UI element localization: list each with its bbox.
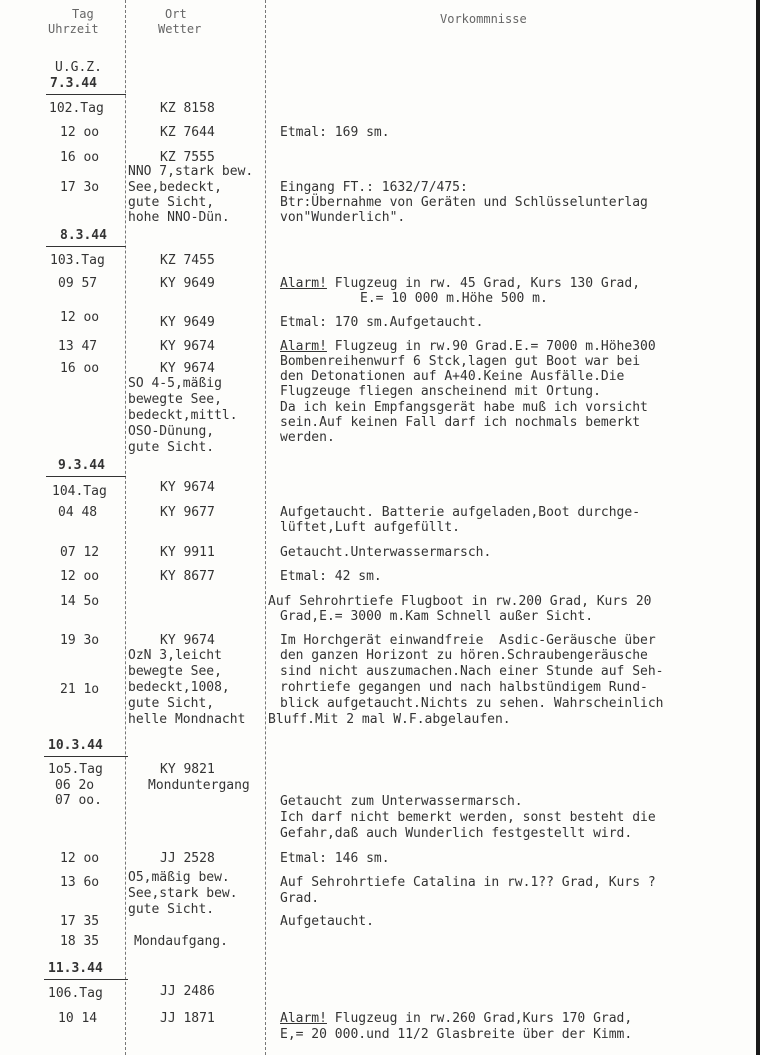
entry-position: KZ 7555 bbox=[160, 150, 215, 165]
entry-time: 12 oo bbox=[60, 851, 100, 866]
entry-text-line: Flugzeug in rw. 45 Grad, Kurs 130 Grad, bbox=[326, 276, 641, 291]
entry-weather: See,stark bew. bbox=[128, 886, 238, 901]
entry-text: Btr:Übernahme von Geräten und Schlüsselunterlag bbox=[280, 195, 648, 210]
entry-text: Bluff.Mit 2 mal W.F.abgelaufen. bbox=[268, 712, 511, 727]
alarm-label: Alarm! bbox=[280, 1011, 327, 1026]
entry-position: KY 9674 bbox=[160, 361, 215, 376]
entry-time: 16 oo bbox=[60, 361, 100, 376]
header-ort: Ort bbox=[165, 7, 187, 21]
date-underline bbox=[44, 979, 128, 980]
entry-text: Aufgetaucht. bbox=[280, 914, 374, 929]
alarm-label: Alarm! bbox=[280, 276, 327, 291]
entry-text: Etmal: 42 sm. bbox=[280, 569, 382, 584]
entry-text: Etmal: 146 sm. bbox=[280, 851, 390, 866]
entry-weather: bewegte See, bbox=[128, 664, 222, 679]
entry-position: KZ 8158 bbox=[160, 101, 215, 116]
entry-text: von"Wunderlich". bbox=[280, 210, 406, 225]
entry-time: 19 3o bbox=[60, 633, 100, 648]
entry-text: Grad,E.= 3000 m.Kam Schnell außer Sicht. bbox=[280, 609, 594, 624]
entry-position: KY 9649 bbox=[160, 276, 215, 291]
entry-time: 07 oo. bbox=[55, 793, 102, 808]
entry-time: 16 oo bbox=[60, 150, 100, 165]
entry-text: Etmal: 170 sm.Aufgetaucht. bbox=[280, 315, 484, 330]
entry-position: JJ 2528 bbox=[160, 851, 215, 866]
entry-text: den Detonationen auf A+40.Keine Ausfälle.Die bbox=[280, 369, 625, 384]
date-heading: 8.3.44 bbox=[60, 228, 107, 243]
entry-time: 10 14 bbox=[58, 1011, 98, 1026]
entry-text: Im Horchgerät einwandfreie Asdic-Geräusche über bbox=[280, 633, 656, 648]
entry-position: KY 9911 bbox=[160, 545, 215, 560]
entry-text: lüftet,Luft aufgefüllt. bbox=[280, 520, 461, 535]
entry-weather: OSO-Dünung, bbox=[128, 424, 215, 439]
entry-weather: O5,mäßig bew. bbox=[128, 870, 230, 885]
entry-position: KY 8677 bbox=[160, 569, 215, 584]
entry-time: 102.Tag bbox=[49, 101, 104, 116]
entry-text: werden. bbox=[280, 430, 335, 445]
time-zone-label: U.G.Z. bbox=[55, 60, 102, 75]
entry-position: KY 9674 bbox=[160, 339, 215, 354]
header-vorkommnisse: Vorkommnisse bbox=[440, 12, 527, 26]
entry-time: 13 47 bbox=[58, 339, 98, 354]
entry-position: KY 9677 bbox=[160, 505, 215, 520]
entry-time: 12 oo bbox=[60, 310, 100, 325]
entry-text: sind nicht auszumachen.Nach einer Stunde auf Seh- bbox=[280, 664, 664, 679]
entry-time: 04 48 bbox=[58, 505, 98, 520]
entry-time: 106.Tag bbox=[48, 986, 103, 1001]
entry-text bbox=[280, 339, 656, 354]
entry-position: JJ 1871 bbox=[160, 1011, 215, 1026]
entry-time: 1o5.Tag bbox=[48, 762, 103, 777]
entry-text-line: Flugzeug in rw.90 Grad.E.= 7000 m.Höhe300 bbox=[326, 339, 656, 354]
entry-text: Da ich kein Empfangsgerät habe muß ich vorsicht bbox=[280, 400, 648, 415]
date-heading: 10.3.44 bbox=[48, 738, 103, 753]
entry-time: 06 2o bbox=[55, 778, 95, 793]
alarm-label: Alarm! bbox=[280, 339, 327, 354]
entry-text: sein.Auf keinen Fall darf ich nochmals bemerkt bbox=[280, 415, 641, 430]
entry-text: Bombenreihenwurf 6 Stck,lagen gut Boot war bei bbox=[280, 354, 641, 369]
entry-position: KY 9674 bbox=[160, 480, 215, 495]
entry-text: Gefahr,daß auch Wunderlich festgestellt wird. bbox=[280, 826, 633, 841]
entry-weather: bedeckt,1008, bbox=[128, 680, 230, 695]
entry-weather: gute Sicht, bbox=[128, 195, 215, 210]
entry-weather: bedeckt,mittl. bbox=[128, 408, 238, 423]
date-heading: 7.3.44 bbox=[50, 76, 97, 91]
entry-time: 09 57 bbox=[58, 276, 98, 291]
entry-time: 17 3o bbox=[60, 180, 100, 195]
entry-text: Auf Sehrohrtiefe Flugboot in rw.200 Grad, Kurs 20 bbox=[268, 594, 652, 609]
header-uhrzeit: Uhrzeit bbox=[48, 22, 99, 36]
column-divider-2 bbox=[265, 0, 266, 1055]
entry-text: Getaucht zum Unterwassermarsch. bbox=[280, 794, 523, 809]
entry-text: rohrtiefe gegangen und nach halbstündigem Rund- bbox=[280, 680, 648, 695]
entry-weather: helle Mondnacht bbox=[128, 712, 246, 727]
entry-position: KY 9821 bbox=[160, 762, 215, 777]
page-edge-shadow bbox=[756, 0, 760, 1055]
entry-weather: OzN 3,leicht bbox=[128, 648, 222, 663]
entry-text: Auf Sehrohrtiefe Catalina in rw.1?? Grad, Kurs ? bbox=[280, 875, 656, 890]
date-heading: 9.3.44 bbox=[58, 458, 105, 473]
date-heading: 11.3.44 bbox=[48, 961, 103, 976]
date-underline bbox=[46, 246, 126, 247]
entry-position: KY 9674 bbox=[160, 633, 215, 648]
entry-position: Monduntergang bbox=[148, 778, 250, 793]
entry-text bbox=[280, 1011, 632, 1026]
entry-text: Etmal: 169 sm. bbox=[280, 125, 390, 140]
entry-weather: SO 4-5,mäßig bbox=[128, 376, 222, 391]
entry-text: den ganzen Horizont zu hören.Schraubengeräusche bbox=[280, 648, 648, 663]
entry-position: JJ 2486 bbox=[160, 984, 215, 999]
entry-position: KY 9649 bbox=[160, 315, 215, 330]
entry-text: Aufgetaucht. Batterie aufgeladen,Boot durchge- bbox=[280, 505, 641, 520]
entry-text: Ich darf nicht bemerkt werden, sonst besteht die bbox=[280, 810, 656, 825]
entry-weather: See,bedeckt, bbox=[128, 180, 222, 195]
entry-time: 103.Tag bbox=[50, 253, 105, 268]
entry-time: 21 1o bbox=[60, 682, 100, 697]
entry-text: Eingang FT.: 1632/7/475: bbox=[280, 180, 468, 195]
header-tag: Tag bbox=[72, 7, 94, 21]
entry-time: 104.Tag bbox=[52, 484, 107, 499]
entry-weather: gute Sicht, bbox=[128, 696, 215, 711]
date-underline bbox=[46, 94, 126, 95]
entry-text: E.= 10 000 m.Höhe 500 m. bbox=[360, 291, 548, 306]
entry-text-line: Flugzeug in rw.260 Grad,Kurs 170 Grad, bbox=[326, 1011, 633, 1026]
entry-time: 12 oo bbox=[60, 569, 100, 584]
entry-weather: gute Sicht. bbox=[128, 440, 215, 455]
entry-text: Flugzeuge fliegen anscheinend mit Ortung. bbox=[280, 384, 601, 399]
entry-time: 18 35 bbox=[60, 934, 100, 949]
entry-time: 13 6o bbox=[60, 875, 100, 890]
entry-text bbox=[280, 276, 640, 291]
entry-text: blick aufgetaucht.Nichts zu sehen. Wahrscheinlich bbox=[280, 696, 664, 711]
date-underline bbox=[44, 756, 128, 757]
entry-text: Getaucht.Unterwassermarsch. bbox=[280, 545, 492, 560]
entry-position: KZ 7455 bbox=[160, 253, 215, 268]
entry-position: KZ 7644 bbox=[160, 125, 215, 140]
entry-weather: Mondaufgang. bbox=[134, 934, 228, 949]
date-underline bbox=[46, 476, 126, 477]
entry-text: E,= 20 000.und 11/2 Glasbreite über der Kimm. bbox=[280, 1027, 633, 1042]
entry-time: 07 12 bbox=[60, 545, 100, 560]
entry-weather: hohe NNO-Dün. bbox=[128, 210, 230, 225]
entry-time: 17 35 bbox=[60, 914, 100, 929]
header-wetter: Wetter bbox=[158, 22, 202, 36]
entry-weather: NNO 7,stark bew. bbox=[128, 164, 254, 179]
entry-text: Grad. bbox=[280, 891, 320, 906]
entry-time: 14 5o bbox=[60, 594, 100, 609]
entry-weather: bewegte See, bbox=[128, 392, 222, 407]
entry-weather: gute Sicht. bbox=[128, 902, 215, 917]
entry-time: 12 oo bbox=[60, 125, 100, 140]
column-divider-1 bbox=[125, 0, 126, 1055]
